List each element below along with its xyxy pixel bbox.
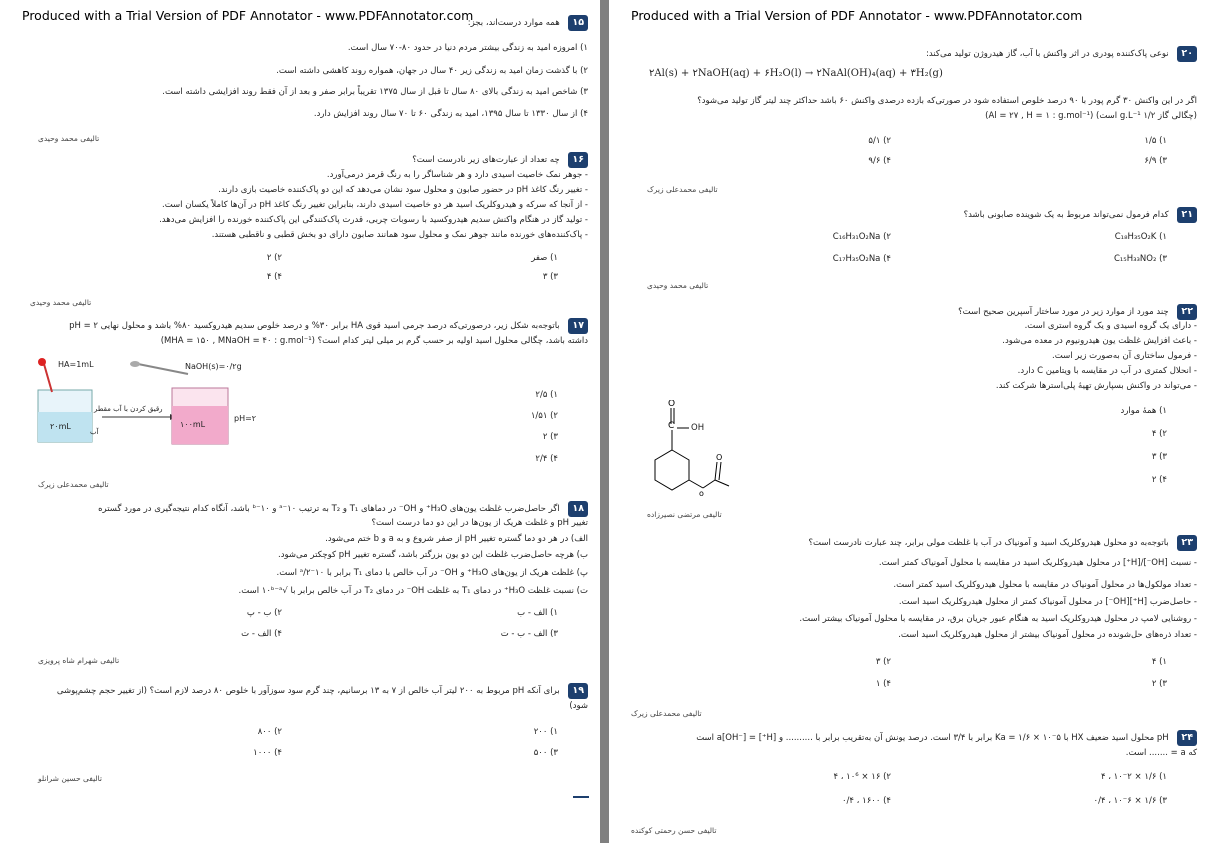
question-stem: باتوجه‌به دو محلول هیدروکلریک اسید و آمونیاک در آب با غلظت مولی برابر، چند عبارت نادرست است؟ xyxy=(808,538,1169,548)
q16-line: - تغییر رنگ کاغذ pH در حضور صابون و محلول سود نشان می‌دهد که این دو پاک‌کننده خاصیت بازی دارند. xyxy=(218,185,588,195)
q24-line: که a = ....... است. xyxy=(1125,748,1197,758)
dilution-figure xyxy=(20,352,270,452)
author-credit: تالیفی حسن رحمتی کوکنده xyxy=(631,826,717,835)
q15-line: ۱) امروزه امید به زندگی بیشتر مردم دنیا در حدود ۸۰-۷۰ سال است. xyxy=(347,43,588,53)
q22-line: - باعث افزایش غلظت یون هیدرونیوم در معده می‌شود. xyxy=(1002,336,1197,346)
question-23 xyxy=(809,535,1197,551)
question-number: ۱۷ xyxy=(568,318,588,334)
q23-line: - تعداد مولکول‌ها در محلول آمونیاک در مقایسه با محلول هیدروکلریک اسید کمتر است. xyxy=(893,580,1197,590)
author-credit: تالیفی محمدعلی زیرک xyxy=(647,185,718,194)
q16-line: - پاک‌کننده‌های خورنده مانند جوهر نمک و محلول سود همانند صابون دارای دو بخش قطبی و ناقطبی هستند. xyxy=(211,230,588,240)
option-2[interactable]: ۲) ۲ xyxy=(266,253,282,263)
option-3[interactable]: ۳) ۱/۶ × ۱۰⁻۶ ، ۰/۴ xyxy=(1093,796,1167,806)
q18-line: الف) در هر دو دما گستره تغییر pH از صفر شروع و به a و b ختم می‌شود. xyxy=(325,534,588,544)
oh-label: OH xyxy=(691,423,705,433)
q23-line: - روشنایی لامپ در محلول هیدروکلریک اسید به هنگام عبور جریان برق، در مقایسه با محلول آمونیاک بیشتر است. xyxy=(799,614,1197,624)
question-stem: چند مورد از موارد زیر در مورد ساختار آسپرین صحیح است؟ xyxy=(958,307,1169,317)
q18-line: ت) نسبت غلظت H₃O⁺ در دمای T₁ به غلظت OH⁻ در دمای T₂ در آب خالص برابر با √۱۰ᵇ⁻ᵃ است. xyxy=(238,586,588,596)
question-19 xyxy=(57,683,588,699)
option-3[interactable]: ۳) ۲ xyxy=(1151,679,1167,689)
reaction-equation: ۲Al(s) + ۲NaOH(aq) + ۶H₂O(l) → ۲NaAl(OH)₄(aq) + ۳H₂(g) xyxy=(649,68,943,79)
q23-line: - نسبت [OH⁻]/[H⁺] در محلول هیدروکلریک اسید در مقایسه با محلول آمونیاک کمتر است. xyxy=(878,558,1197,568)
question-number: ۲۴ xyxy=(1177,730,1197,746)
option-3[interactable]: ۳) ۳ xyxy=(1151,452,1167,462)
option-2[interactable]: ۲) C₁₆H₃₁O₂Na xyxy=(832,232,891,242)
question-stem: برای آنکه pH مربوط به ۲۰۰ لیتر آب خالص از ۷ به ۱۳ برسانیم، چند گرم سود سوزآور با خلوص ۸۰ درصد لازم است؟ (از تغییر حجم چشم‌پوشی xyxy=(56,686,560,696)
q18-line: تغییر pH و غلظت هریک از یون‌ها در این دو دما درست است؟ xyxy=(371,518,588,528)
author-credit: تالیفی محمد وحیدی xyxy=(38,134,100,143)
question-number: ۲۲ xyxy=(1177,304,1197,320)
question-18 xyxy=(98,501,588,517)
option-2[interactable]: ۲) ب - پ xyxy=(246,608,282,618)
option-4[interactable]: ۴) C₁₇H₃₅O₂Na xyxy=(832,254,891,264)
option-4[interactable]: ۴) الف - ت xyxy=(241,629,282,639)
question-stem: pH محلول اسید ضعیف HX با Ka = ۱/۶ × ۱۰⁻۵ برابر با ۳/۴ است. درصد یونش آن به‌تقریب برابر با .......... و [H⁺] = a[OH⁻] است xyxy=(696,733,1169,743)
option-1[interactable]: ۱) ۲/۵ xyxy=(535,390,558,400)
q15-line: ۳) شاخص امید به زندگی بالای ۸۰ سال تا قبل از سال ۱۳۷۵ تقریباً برابر صفر و بعد از آن فقط روند افزایشی داشته است. xyxy=(162,87,588,97)
option-4[interactable]: ۴) ۱ xyxy=(875,679,891,689)
dilute-label: رقیق کردن با آب مقطر xyxy=(94,405,163,413)
option-1[interactable]: ۱) ۲۰۰ xyxy=(533,727,558,737)
q15-line: ۲) با گذشت زمان امید به زندگی زیر ۴۰ سال در جهان، همواره روند کاهشی داشته است. xyxy=(276,66,588,76)
author-credit: تالیفی محمد وحیدی xyxy=(647,281,709,290)
volume-2: ۱۰۰mL xyxy=(180,420,206,429)
option-2[interactable]: ۲) ۸۰۰ xyxy=(257,727,282,737)
option-4[interactable]: ۴) ۹/۶ xyxy=(868,156,891,166)
q23-line: - حاصل‌ضرب [H⁺][OH⁻] در محلول آمونیاک کمتر از محلول هیدروکلریک اسید است. xyxy=(898,597,1197,607)
author-credit: تالیفی شهرام شاه پرویزی xyxy=(38,656,120,665)
q16-line: - تولید گاز در هنگام واکنش سدیم هیدروکسید با رسوبات چربی، قدرت پاک‌کنندگی این پاک‌کننده خورنده را افزایش می‌دهد. xyxy=(159,215,588,225)
option-1[interactable]: ۱) ۴ xyxy=(1151,657,1167,667)
q17-line: داشته باشد، چگالی محلول اسید اولیه بر حسب گرم بر میلی لیتر کدام است؟ (MHA = ۱۵۰ , MNaOH = ۴۰ : g.mol⁻¹) xyxy=(160,336,588,346)
author-credit: تالیفی محمد وحیدی xyxy=(30,298,92,307)
svg-text:O: O xyxy=(716,453,723,462)
option-3[interactable]: ۳) الف - ب - ت xyxy=(500,629,558,639)
page-divider-mark xyxy=(573,796,589,798)
option-2[interactable]: ۲) ۴ xyxy=(1151,429,1167,439)
volume-1: ۲۰mL xyxy=(50,422,71,431)
q22-line: - فرمول ساختاری آن به‌صورت زیر است. xyxy=(1052,351,1197,361)
water-label: آب xyxy=(90,428,99,436)
left-page xyxy=(0,0,600,843)
option-3[interactable]: ۳) ۳ xyxy=(542,272,558,282)
question-stem: نوعی پاک‌کننده پودری در اثر واکنش با آب، گاز هیدروژن تولید می‌کند: xyxy=(926,49,1169,59)
question-22 xyxy=(958,304,1197,320)
option-3[interactable]: ۳) C₁₅H₃₃NO₂ xyxy=(1113,254,1167,264)
question-15 xyxy=(468,15,588,31)
trial-banner: Produced with a Trial Version of PDF Annotator - www.PDFAnnotator.com xyxy=(22,8,474,23)
option-1[interactable]: ۱) C₁₈H₃₅O₂K xyxy=(1114,232,1167,242)
option-2[interactable]: ۲) ۵/۱ xyxy=(868,136,891,146)
q20-line: (چگالی گاز ۱/۲ g.L⁻¹ است) (Al = ۲۷ , H = ۱ : g.mol⁻¹) xyxy=(985,111,1197,121)
q20-line: اگر در این واکنش ۳۰ گرم پودر با ۹۰ درصد خلوص استفاده شود در صورتی‌که بازده درصدی واکنش ۶۰ باشد حداکثر چند لیتر گاز تولید می‌شود؟ xyxy=(697,96,1197,106)
ph-label: pH=۲ xyxy=(234,414,257,423)
right-page xyxy=(609,0,1209,843)
question-number: ۲۰ xyxy=(1177,46,1197,62)
option-2[interactable]: ۲) ۳ xyxy=(875,657,891,667)
naoh-label: NaOH(s)=۰/۲g xyxy=(185,362,242,371)
q19-line: شود) xyxy=(569,701,588,711)
option-4[interactable]: ۴) ۱۰۰۰ xyxy=(253,748,282,758)
option-3[interactable]: ۳) ۵۰۰ xyxy=(533,748,558,758)
option-4[interactable]: ۴) ۲/۴ xyxy=(535,454,558,464)
question-number: ۱۵ xyxy=(568,15,588,31)
question-stem: اگر حاصل‌ضرب غلظت یون‌های H₃O⁺ و OH⁻ در دماهای T₁ و T₂ به ترتیب ۱۰⁻ᵃ و ۱۰⁻ᵇ باشد، آنگاه کدام نتیجه‌گیری در مورد گستره xyxy=(98,504,560,514)
question-20 xyxy=(926,46,1197,62)
question-17 xyxy=(69,318,588,334)
aspirin-structure xyxy=(639,400,759,510)
question-21 xyxy=(964,207,1197,223)
option-1[interactable]: ۱) ۱/۶ × ۱۰⁻۲ ، ۴ xyxy=(1100,772,1167,782)
svg-text:o: o xyxy=(699,489,704,498)
q15-line: ۴) از سال ۱۳۳۰ تا سال ۱۳۹۵، امید به زندگی ۶۰ تا ۷۰ سال روند افزایش دارد. xyxy=(313,109,588,119)
question-number: ۱۶ xyxy=(568,152,588,168)
question-stem: باتوجه‌به شکل زیر، درصورتی‌که درصد جرمی اسید قوی HA برابر ۳۰% و درصد خلوص سدیم هیدروکسید ۸۰% باشد و محلول نهایی pH = ۲ xyxy=(69,321,560,331)
author-credit: تالیفی حسین شرانلو xyxy=(38,774,102,783)
option-1[interactable]: ۱) الف - ب xyxy=(517,608,558,618)
svg-text:C: C xyxy=(668,421,675,431)
q22-line: - می‌تواند در واکنش بسپارش تهیهٔ پلی‌استرها شرکت کند. xyxy=(995,381,1197,391)
author-credit: تالیفی محمدعلی زیرک xyxy=(631,709,702,718)
ha-label: HA=1mL xyxy=(58,360,94,369)
svg-text:O: O xyxy=(668,400,676,409)
question-number: ۲۱ xyxy=(1177,207,1197,223)
option-1[interactable]: ۱) ۱/۵ xyxy=(1144,136,1167,146)
q16-line: - از آنجا که سرکه و هیدروکلریک اسید هر دو خاصیت اسیدی دارند، بنابراین تغییر رنگ کاغذ pH در آن‌ها کاملاً یکسان است. xyxy=(162,200,588,210)
option-1[interactable]: ۱) صفر xyxy=(531,253,558,263)
author-credit: تالیفی محمدعلی زیرک xyxy=(38,480,109,489)
question-stem: چه تعداد از عبارت‌های زیر نادرست است؟ xyxy=(412,155,560,165)
option-1[interactable]: ۱) همهٔ موارد xyxy=(1120,406,1167,416)
question-stem: همه موارد درست‌اند، بجز: xyxy=(467,18,560,28)
q18-line: پ) غلظت هریک از یون‌های H₃O⁺ و OH⁻ در آب خالص با دمای T₁ برابر با ۱۰⁻ᵃ/۲ است. xyxy=(276,568,588,578)
option-2[interactable]: ۲) ۱۶ × ۱۰⁶ ، ۴ xyxy=(833,772,891,782)
q22-line: - انحلال کمتری در آب در مقایسه با ویتامین C دارد. xyxy=(1017,366,1197,376)
option-2[interactable]: ۲) ۱/۵۱ xyxy=(530,411,558,421)
option-3[interactable]: ۳) ۶/۹ xyxy=(1144,156,1167,166)
question-number: ۲۳ xyxy=(1177,535,1197,551)
q23-line: - تعداد ذره‌های حل‌شونده در محلول آمونیاک بیشتر از محلول هیدروکلریک اسید است. xyxy=(898,630,1197,640)
q22-line: - دارای یک گروه اسیدی و یک گروه استری است. xyxy=(1024,321,1197,331)
q16-line: - جوهر نمک خاصیت اسیدی دارد و هر شناساگر را به رنگ قرمز درمی‌آورد. xyxy=(326,170,588,180)
question-24 xyxy=(696,730,1197,746)
option-4[interactable]: ۴) ۱۶۰۰ ، ۰/۴ xyxy=(841,796,891,806)
question-16 xyxy=(412,152,588,168)
trial-banner: Produced with a Trial Version of PDF Annotator - www.PDFAnnotator.com xyxy=(631,8,1083,23)
option-3[interactable]: ۳) ۲ xyxy=(542,432,558,442)
option-4[interactable]: ۴) ۴ xyxy=(266,272,282,282)
structure-diagram xyxy=(639,400,759,510)
question-number: ۱۹ xyxy=(568,683,588,699)
author-credit: تالیفی مرتضی نصیرزاده xyxy=(647,510,722,519)
question-number: ۱۸ xyxy=(568,501,588,517)
option-4[interactable]: ۴) ۲ xyxy=(1151,475,1167,485)
q18-line: ب) هرچه حاصل‌ضرب غلظت این دو یون بزرگتر باشد، گستره تغییر pH کوچکتر می‌شود. xyxy=(278,550,588,560)
question-stem: کدام فرمول نمی‌تواند مربوط به یک شوینده صابونی باشد؟ xyxy=(963,210,1169,220)
